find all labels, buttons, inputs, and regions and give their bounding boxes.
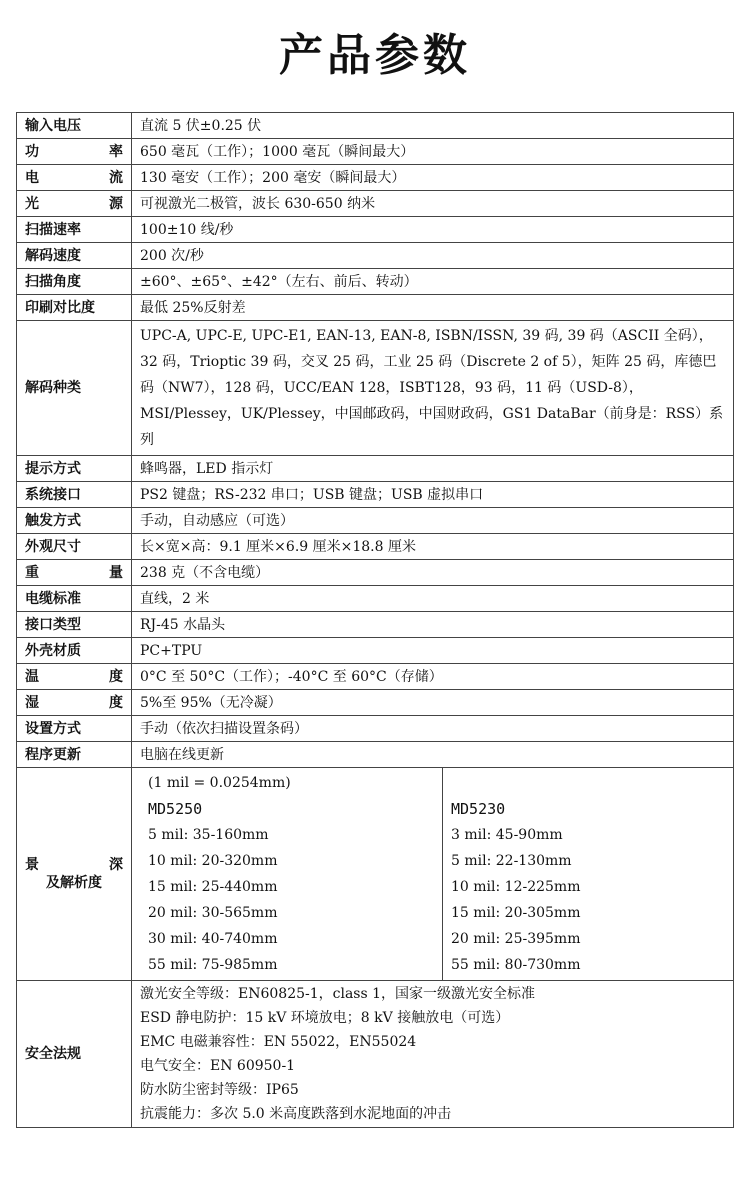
spec-value: 5%至 95%（无冷凝） <box>132 690 734 716</box>
safety-line: 抗震能力：多次 5.0 米高度跌落到水泥地面的冲击 <box>140 1106 452 1122</box>
spec-value: 238 克（不含电缆） <box>132 560 734 586</box>
spec-row-light-source <box>17 191 734 217</box>
spec-row-depth-of-field <box>17 768 734 981</box>
spec-value: 直流 5 伏±0.25 伏 <box>132 113 734 139</box>
spec-value: 手动（依次扫描设置条码） <box>132 716 734 742</box>
dof-item: 55 mil: 75-985mm <box>148 957 278 973</box>
spec-label: 提示方式 <box>17 456 132 482</box>
spec-label-depth-of-field <box>17 768 132 981</box>
safety-line: 电气安全：EN 60950-1 <box>140 1058 296 1074</box>
spec-label: 外壳材质 <box>17 638 132 664</box>
spec-value: 200 次/秒 <box>132 243 734 269</box>
spec-label: 输入电压 <box>17 113 132 139</box>
spec-value: 直线，2 米 <box>132 586 734 612</box>
spec-row-firmware-update <box>17 742 734 768</box>
dof-item: 3 mil: 45-90mm <box>451 827 563 843</box>
dof-item: 15 mil: 20-305mm <box>451 905 581 921</box>
spec-row-scan-rate <box>17 217 734 243</box>
spec-row-safety <box>17 981 734 1128</box>
spec-row-trigger <box>17 508 734 534</box>
spec-label: 解码种类 <box>17 321 132 456</box>
safety-cell <box>132 981 734 1128</box>
label-line: 及解析度 <box>46 875 102 891</box>
dof-model: MD5230 <box>451 800 506 818</box>
page-title: 产品参数 <box>279 30 471 81</box>
spec-value: 最低 25%反射差 <box>132 295 734 321</box>
spec-label: 触发方式 <box>17 508 132 534</box>
depth-of-field-cell <box>132 768 734 981</box>
spec-value: PS2 键盘；RS-232 串口；USB 键盘；USB 虚拟串口 <box>132 482 734 508</box>
dof-item: 30 mil: 40-740mm <box>148 931 278 947</box>
spec-label: 扫描速率 <box>17 217 132 243</box>
dof-item: 15 mil: 25-440mm <box>148 879 278 895</box>
spec-row-connector <box>17 612 734 638</box>
spec-value: 650 毫瓦（工作）；1000 毫瓦（瞬间最大） <box>132 139 734 165</box>
spec-label: 印刷对比度 <box>17 295 132 321</box>
spec-row-current <box>17 165 734 191</box>
spec-row-interface <box>17 482 734 508</box>
spec-row-dimensions <box>17 534 734 560</box>
spec-value: 130 毫安（工作）；200 毫安（瞬间最大） <box>132 165 734 191</box>
dof-item: 10 mil: 20-320mm <box>148 853 278 869</box>
spec-row-housing <box>17 638 734 664</box>
dof-item: 5 mil: 35-160mm <box>148 827 269 843</box>
spec-row-setup <box>17 716 734 742</box>
spec-value: 100±10 线/秒 <box>132 217 734 243</box>
dof-note: (1 mil = 0.0254mm) <box>148 775 291 791</box>
spec-value: 蜂鸣器，LED 指示灯 <box>132 456 734 482</box>
spec-value: 0°C 至 50°C（工作）；-40°C 至 60°C（存储） <box>132 664 734 690</box>
dof-item: 5 mil: 22-130mm <box>451 853 572 869</box>
spec-value: 长×宽×高：9.1 厘米×6.9 厘米×18.8 厘米 <box>132 534 734 560</box>
spec-row-symbologies <box>17 321 734 456</box>
safety-line: ESD 静电防护：15 kV 环境放电；8 kV 接触放电（可选） <box>140 1010 510 1026</box>
spec-row-print-contrast <box>17 295 734 321</box>
spec-row-scan-angle <box>17 269 734 295</box>
spec-label: 系统接口 <box>17 482 132 508</box>
spec-label: 安全法规 <box>17 981 132 1128</box>
dof-item: 20 mil: 30-565mm <box>148 905 278 921</box>
dof-column-md5230 <box>443 768 725 980</box>
spec-label: 设置方式 <box>17 716 132 742</box>
spec-label: 接口类型 <box>17 612 132 638</box>
spec-row-indicator <box>17 456 734 482</box>
spec-row-decode-speed <box>17 243 734 269</box>
spec-label: 电 流 <box>17 165 132 191</box>
dof-column-md5250 <box>140 768 443 980</box>
spec-label: 光 源 <box>17 191 132 217</box>
dof-item: 10 mil: 12-225mm <box>451 879 581 895</box>
dof-model: MD5250 <box>148 800 203 818</box>
spec-label: 解码速度 <box>17 243 132 269</box>
spec-label: 外观尺寸 <box>17 534 132 560</box>
spec-row-humidity <box>17 690 734 716</box>
dof-item: 55 mil: 80-730mm <box>451 957 581 973</box>
spec-label: 湿 度 <box>17 690 132 716</box>
spec-value: 手动，自动感应（可选） <box>132 508 734 534</box>
spec-value: RJ-45 水晶头 <box>132 612 734 638</box>
spec-row-weight <box>17 560 734 586</box>
dof-item: 20 mil: 25-395mm <box>451 931 581 947</box>
spec-label: 温 度 <box>17 664 132 690</box>
spec-label: 程序更新 <box>17 742 132 768</box>
spec-value-symbologies: UPC-A, UPC-E, UPC-E1, EAN-13, EAN-8, ISBN/ISSN, 39 码, 39 码（ASCII 全码），32 码，Trioptic 39 码，交叉 25 码，工业 25 码（Discrete 2 of 5），矩阵 25 码，库德巴码（NW7），128 码，UCC/EAN 128，ISBT128，93 码，11 码（USD-8），MSI/Plessey，UK/Plessey，中国邮政码，中国财政码，GS1 DataBar（前身是：RSS）系列 <box>132 321 734 456</box>
spec-table <box>16 112 734 1128</box>
label-line: 景 深 <box>25 857 123 873</box>
spec-row-power <box>17 139 734 165</box>
spec-row-temperature <box>17 664 734 690</box>
spec-value: 可视激光二极管，波长 630-650 纳米 <box>132 191 734 217</box>
spec-label: 电缆标准 <box>17 586 132 612</box>
spec-value: PC+TPU <box>132 638 734 664</box>
safety-line: 激光安全等级：EN60825-1，class 1，国家一级激光安全标准 <box>140 986 536 1002</box>
spec-value: 电脑在线更新 <box>132 742 734 768</box>
spec-value: ±60°、±65°、±42°（左右、前后、转动） <box>132 269 734 295</box>
spec-row-cable <box>17 586 734 612</box>
spec-label: 功 率 <box>17 139 132 165</box>
spec-label: 重 量 <box>17 560 132 586</box>
safety-line: 防水防尘密封等级：IP65 <box>140 1082 299 1098</box>
safety-line: EMC 电磁兼容性：EN 55022，EN55024 <box>140 1034 417 1050</box>
spec-label: 扫描角度 <box>17 269 132 295</box>
spec-row-input-voltage <box>17 113 734 139</box>
